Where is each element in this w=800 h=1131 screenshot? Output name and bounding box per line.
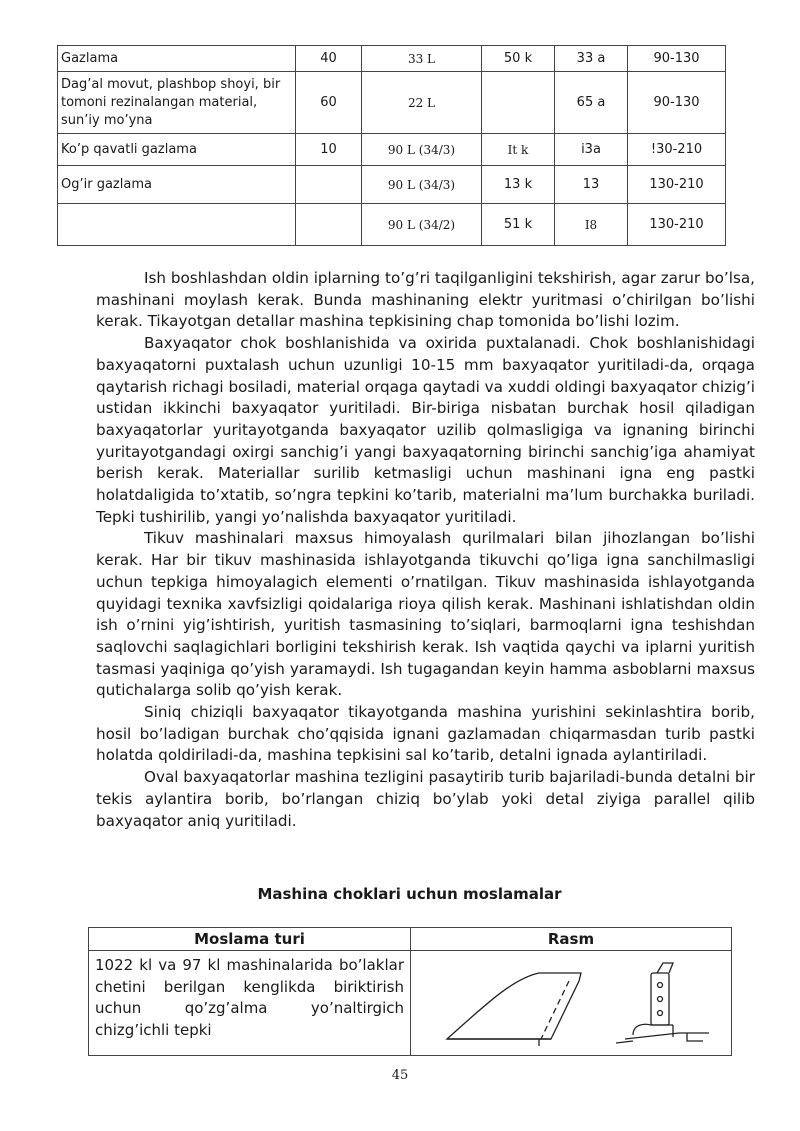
table-cell: 60 [296,72,362,134]
table-row [58,166,726,204]
body-text [96,268,755,832]
table-cell: !30-210 [628,134,726,166]
table-row [58,72,726,134]
table-cell: 90-130 [628,46,726,72]
table-cell: 13 k [482,166,555,204]
table-cell: 33 a [555,46,628,72]
table-cell [296,204,362,246]
devices-table [88,927,732,1056]
table-cell: i3a [555,134,628,166]
table-cell: 130-210 [628,166,726,204]
table-cell: 65 a [555,72,628,134]
column-header: Moslama turi [89,928,411,951]
fabric-edge-drawing-icon [447,973,581,1046]
table-cell: 90 L (34/3) [362,134,482,166]
table-cell [296,166,362,204]
table-cell: 51 k [482,204,555,246]
top-table [57,45,726,246]
table-cell: 90 L (34/2) [362,204,482,246]
table-cell: 130-210 [628,204,726,246]
presser-foot-guide-icon [616,963,709,1043]
section-title: Mashina choklari uchun moslamalar [257,885,562,903]
paragraph: Siniq chiziqli baxyaqator tikayotganda mashina yurishini sekinlashtira borib, hosil bo’ladigan burchak cho’qqisida ignani gazlamadan chiqarmasdan turib pastki holatda qoldiriladi-da, mashina tepkisini sal ko’tarib, detalni ignada aylantiriladi. [96,703,755,765]
table-cell [58,204,296,246]
table-cell: 90-130 [628,72,726,134]
table-cell: 50 k [482,46,555,72]
table-cell: 10 [296,134,362,166]
column-header: Rasm [411,928,732,951]
table-cell: 13 [555,166,628,204]
table-row [58,134,726,166]
table-cell: 90 L (34/3) [362,166,482,204]
table-cell: It k [482,134,555,166]
table-cell: 40 [296,46,362,72]
table-cell: Gazlama [58,46,296,72]
device-drawing [411,951,732,1051]
table-row [89,951,732,1056]
table-row [58,46,726,72]
paragraph: Tikuv mashinalari maxsus himoyalash qurilmalari bilan jihozlangan bo’lishi kerak. Har bir tikuv mashinasida ishlayotganda tikuvchi qo’liga igna sanchilmasligi uchun tepkiga himoyalagich elementi o’rnatilgan. Tikuv mashinasida ishlayotganda quyidagi texnika xavfsizligi qoidalariga rioya qilish kerak. Mashinani ishlatishdan oldin ish o’rnini yig’ishtirish, yuritish tasmasining to’siqlari, barmoqlarni igna teshishdan saqlovchi saqlagichlari borligini tekshirish kerak. Ish vaqtida qaychi va iplarni yuritish tasmasi yaqiniga qo’yish yaramaydi. Ish tugagandan keyin hamma asboblarni maxsus qutichalarga solib qo’yish kerak. [96,529,755,700]
table-cell: Ko’p qavatli gazlama [58,134,296,166]
table-cell: I8 [555,204,628,246]
paragraph: Oval baxyaqatorlar mashina tezligini pasaytirib turib bajariladi-bunda detalni bir tekis aylantira borib, bo’rlangan chiziq bo’ylab yoki detal ziyiga parallel qilib baxyaqator aniq yuritiladi. [96,768,755,830]
page-number: 45 [391,1068,409,1083]
table-cell: Og’ir gazlama [58,166,296,204]
table-row [58,204,726,246]
table-cell: 33 L [362,46,482,72]
table-cell: 22 L [362,72,482,134]
table-cell: Dag’al movut, plashbop shoyi, bir tomoni rezinalangan material, sun’iy mo’yna [58,72,296,134]
table-cell [482,72,555,134]
paragraph: Baxyaqator chok boshlanishida va oxirida puxtalanadi. Chok boshlanishidagi baxyaqatorni puxtalash uchun uzunligi 10-15 mm baxyaqator yuritiladi-da, orqaga qaytarish richagi bosiladi, material orqaga qaytadi va xuddi oldingi baxyaqator chizig’i ustidan ikkinchi baxyaqator yuritiladi. Bir-biriga nisbatan burchak hosil qiladigan baxyaqatorlar yuritayotganda baxyaqator uzilib qolmasligiga va ignaning birinchi yuritayotgandagi oxirgi sanchig’i yangi baxyaqatorning birinchi sanchig’iga ahamiyat berish kerak. Materiallar surilib ketmasligi uchun mashinani igna eng pastki holatdaligida to’xtatib, so’ngra tepkini ko’tarib, materialni ma’lum burchakka buriladi. Tepki tushirilib, yangi yo’nalishda baxyaqator yuritiladi. [96,334,755,526]
table-header-row [89,928,732,951]
paragraph: Ish boshlashdan oldin iplarning to’g’ri taqilganligini tekshirish, agar zarur bo’lsa, mashinani moylash kerak. Bunda mashinaning elektr yuritmasi o’chirilgan bo’lishi kerak. Tikayotgan detallar mashina tepkisining chap tomonida bo’lishi lozim. [96,269,755,331]
device-description: 1022 kl va 97 kl mashinalarida bo’laklar chetini berilgan kenglikda biriktirish uchun qo’zg’alma yo’naltirgich chizg’ichli tepki [89,951,411,1056]
device-picture [411,951,732,1056]
